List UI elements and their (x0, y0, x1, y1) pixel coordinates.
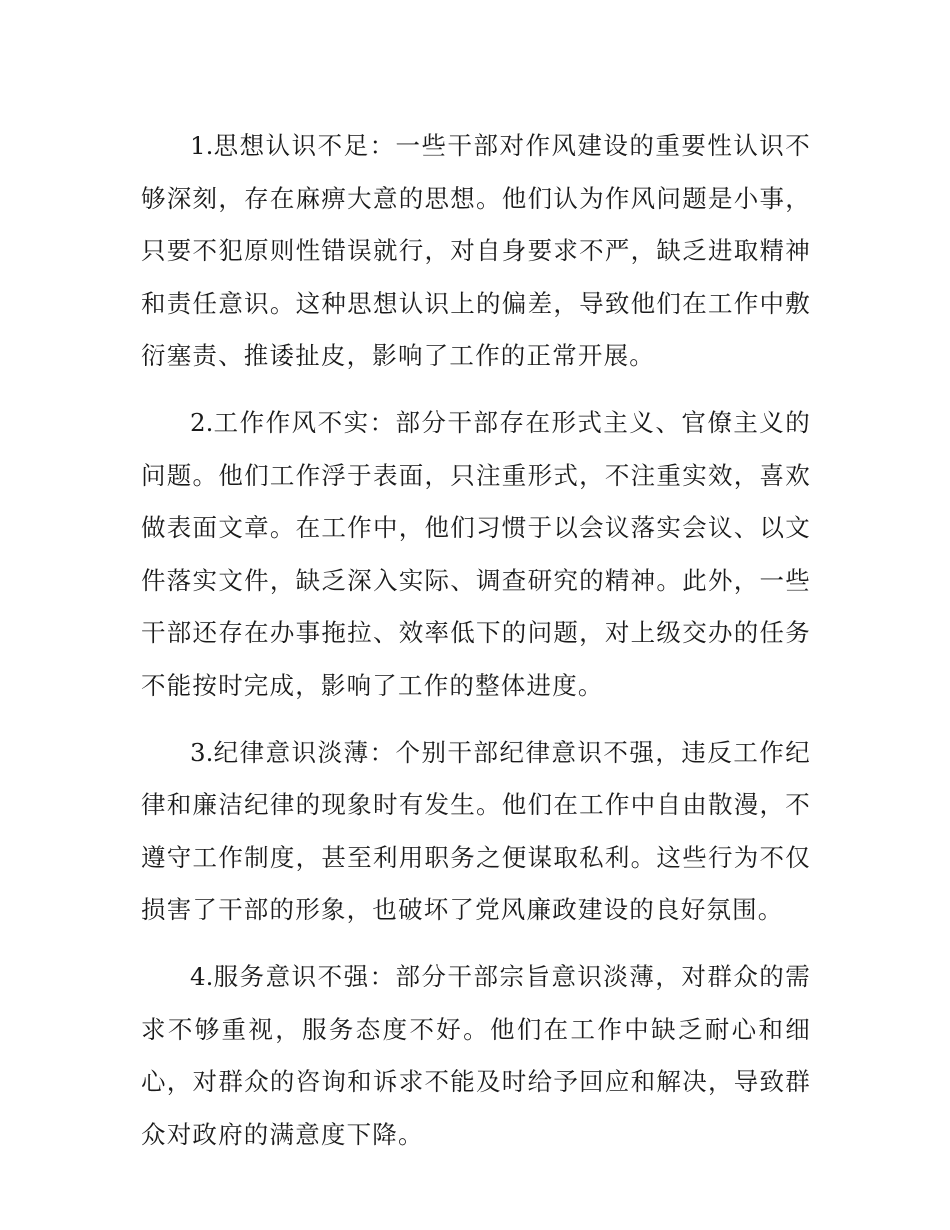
paragraph-1 (141, 120, 811, 383)
paragraph-number: 2. (190, 407, 214, 437)
paragraph-number: 3. (190, 737, 214, 767)
paragraph-number: 1. (190, 131, 214, 160)
paragraph-text: 纪律意识淡薄：个别干部纪律意识不强，违反工作纪律和廉洁纪律的现象时有发生。他们在工作中自由散漫，不遵守工作制度，甚至利用职务之便谋取私利。这些行为不仅损害了干部的形象，也破坏了党风廉政建设的良好氛围。 (141, 737, 811, 925)
paragraph-text: 思想认识不足：一些干部对作风建设的重要性认识不够深刻，存在麻痹大意的思想。他们认为作风问题是小事，只要不犯原则性错误就行，对自身要求不严，缺乏进取精神和责任意识。这种思想认识上的偏差，导致他们在工作中敷衍塞责、推诿扯皮，影响了工作的正常开展。 (141, 131, 811, 371)
paragraph-4 (141, 951, 811, 1161)
document-body (141, 120, 811, 1175)
paragraph-number: 4. (190, 961, 214, 991)
paragraph-2 (141, 397, 811, 713)
paragraph-text: 服务意识不强：部分干部宗旨意识淡薄，对群众的需求不够重视，服务态度不好。他们在工作中缺乏耐心和细心，对群众的咨询和诉求不能及时给予回应和解决，导致群众对政府的满意度下降。 (141, 961, 811, 1149)
paragraph-text: 工作作风不实：部分干部存在形式主义、官僚主义的问题。他们工作浮于表面，只注重形式，不注重实效，喜欢做表面文章。在工作中，他们习惯于以会议落实会议、以文件落实文件，缺乏深入实际、调查研究的精神。此外，一些干部还存在办事拖拉、效率低下的问题，对上级交办的任务不能按时完成，影响了工作的整体进度。 (141, 407, 811, 700)
paragraph-3 (141, 727, 811, 937)
